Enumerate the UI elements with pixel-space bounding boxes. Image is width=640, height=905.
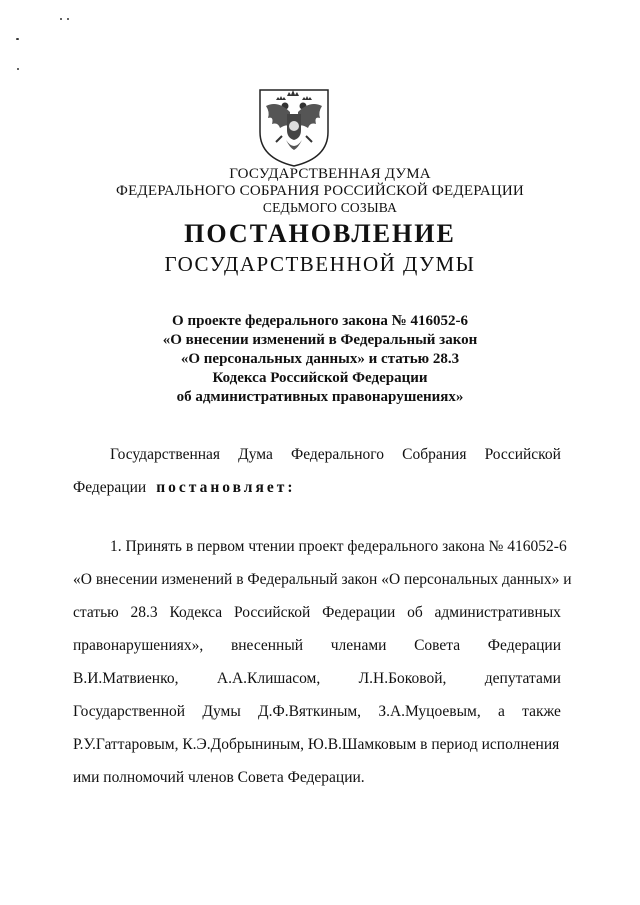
word: Кодекса xyxy=(169,604,223,621)
word: Дума xyxy=(238,446,273,463)
word: также xyxy=(522,703,561,720)
intro-paragraph xyxy=(73,438,561,504)
word: Федерации xyxy=(73,479,147,496)
word: административных xyxy=(434,604,561,621)
word: Федерации xyxy=(487,637,561,654)
point-1-paragraph xyxy=(73,530,572,794)
word: З.А.Муцоевым, xyxy=(378,703,481,720)
point-1-line-6 xyxy=(73,695,561,728)
point-1-line-1: 1. Принять в первом чтении проект федерального закона № 416052-6 xyxy=(110,538,567,555)
coat-of-arms-emblem xyxy=(256,86,332,168)
point-1-line-8: ими полномочий членов Совета Федерации. xyxy=(73,769,365,786)
word: Федерального xyxy=(290,446,385,463)
word: Российской xyxy=(233,604,311,621)
scan-speck xyxy=(16,38,19,40)
resolution-verb: постановляет: xyxy=(156,479,296,496)
scan-speck xyxy=(67,18,69,20)
word: А.А.Клишасом, xyxy=(216,670,321,687)
subject-line: «О внесении изменений в Федеральный закон xyxy=(162,332,478,348)
subject-line: Кодекса Российской Федерации xyxy=(212,370,428,386)
point-1-line-4 xyxy=(73,629,561,662)
word: депутатами xyxy=(484,670,561,687)
word: В.И.Матвиенко, xyxy=(73,670,179,687)
word: 28.3 xyxy=(130,604,158,621)
word: Федерации xyxy=(322,604,396,621)
word: Государственная xyxy=(110,446,221,463)
scan-speck xyxy=(60,18,62,20)
header-assembly-name: ФЕДЕРАЛЬНОГО СОБРАНИЯ РОССИЙСКОЙ ФЕДЕРАЦИИ xyxy=(116,183,524,199)
word: Государственной xyxy=(73,703,186,720)
word: Российской xyxy=(484,446,561,463)
point-1-line-7: Р.У.Гаттаровым, К.Э.Добрыниным, Ю.В.Шамковым в период исполнения xyxy=(73,736,560,753)
word: Думы xyxy=(202,703,241,720)
point-1-line-5 xyxy=(73,662,561,695)
word: об xyxy=(407,604,423,621)
document-title: ПОСТАНОВЛЕНИЕ xyxy=(184,219,456,248)
point-1-line-3 xyxy=(73,596,561,629)
scan-speck xyxy=(17,68,19,70)
word: членами xyxy=(330,637,387,654)
word: Собрания xyxy=(402,446,467,463)
intro-line-1 xyxy=(73,438,561,471)
word: Д.Ф.Вяткиным, xyxy=(258,703,362,720)
subject-line: «О персональных данных» и статью 28.3 xyxy=(180,351,460,367)
word: статью xyxy=(73,604,119,621)
word: правонарушениях», xyxy=(73,637,204,654)
point-1-line-2: «О внесении изменений в Федеральный закон «О персональных данных» и xyxy=(73,571,572,588)
header-convocation: СЕДЬМОГО СОЗЫВА xyxy=(262,200,398,215)
document-subject xyxy=(0,312,640,407)
word: Л.Н.Боковой, xyxy=(358,670,447,687)
header-parliament-name: ГОСУДАРСТВЕННАЯ ДУМА xyxy=(229,166,431,182)
word: внесенный xyxy=(230,637,304,654)
word: Совета xyxy=(414,637,461,654)
document-subtitle: ГОСУДАРСТВЕННОЙ ДУМЫ xyxy=(164,252,476,276)
subject-line: об административных правонарушениях» xyxy=(176,389,464,405)
word: а xyxy=(498,703,505,720)
intro-line-2 xyxy=(73,471,561,504)
subject-line: О проекте федерального закона № 416052-6 xyxy=(172,313,468,329)
